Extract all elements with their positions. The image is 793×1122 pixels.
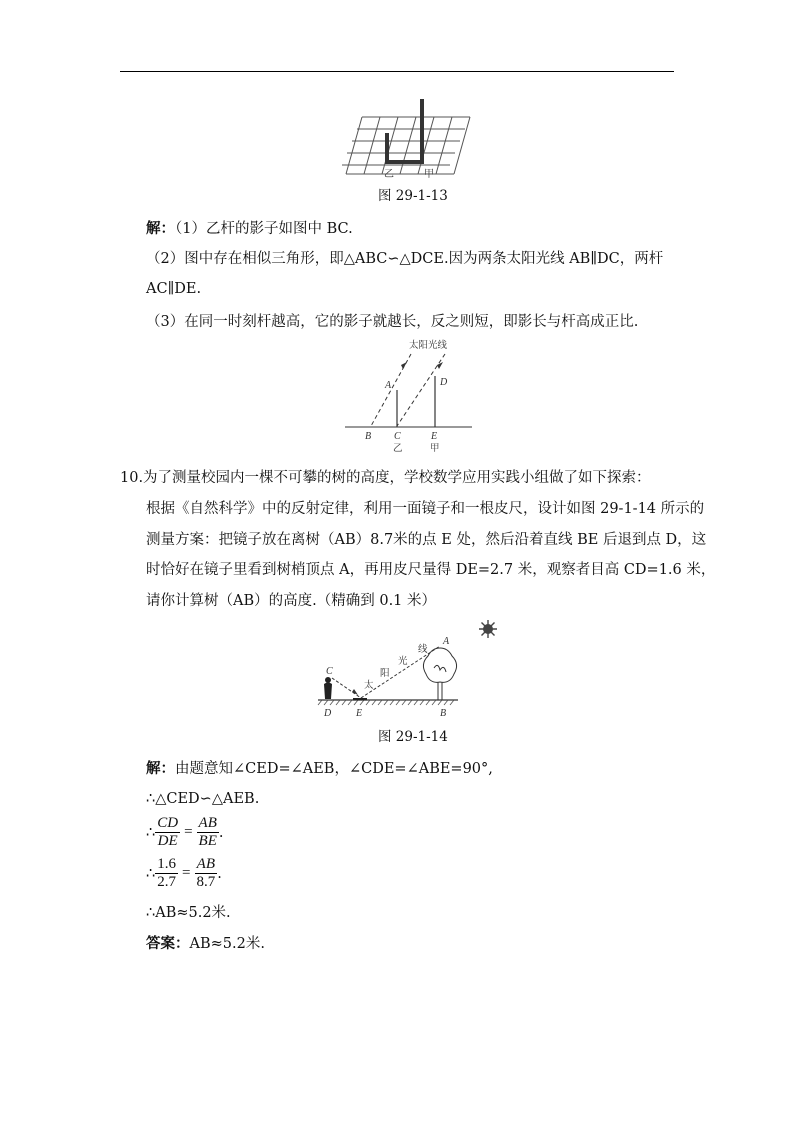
fig2-label-yi: 乙 bbox=[393, 443, 403, 454]
figure-caption-29-1-14: 图 29-1-14 bbox=[378, 729, 448, 745]
fig1-label-jia: 甲 bbox=[424, 169, 434, 180]
solution1-line1 bbox=[146, 219, 353, 239]
solution-lead: 解： bbox=[146, 220, 175, 237]
fig2-label-B: B bbox=[365, 431, 372, 442]
figure-29-1-14 bbox=[318, 618, 504, 722]
figure-29-1-13 bbox=[340, 95, 480, 180]
fig2-label-E: E bbox=[431, 431, 438, 442]
tree bbox=[423, 648, 456, 700]
fraction-equation-1 bbox=[146, 815, 223, 850]
figure-sun-rays bbox=[345, 338, 475, 456]
header-rule bbox=[120, 71, 674, 72]
observer-person bbox=[324, 677, 332, 699]
therefore-symbol-1: ∴ bbox=[146, 824, 156, 841]
fig3-label-D: D bbox=[324, 708, 332, 719]
fraction-equation-2 bbox=[146, 856, 222, 891]
fig2-label-A: A bbox=[385, 380, 392, 391]
solution1-line4: （3）在同一时刻杆越高，它的影子就越长，反之则短，即影长与杆高成正比. bbox=[146, 314, 639, 330]
solution1-line1-text: （1）乙杆的影子如图中 BC. bbox=[175, 221, 353, 237]
fraction-1.6-2.7 bbox=[155, 856, 178, 891]
fraction-den: DE bbox=[157, 833, 178, 849]
fraction-num: AB bbox=[196, 856, 215, 872]
answer-text: AB≈5.2米. bbox=[189, 936, 265, 952]
problem10-line2: 根据《自然科学》中的反射定律，利用一面镜子和一根皮尺，设计如图 29-1-14 所示的 bbox=[146, 501, 705, 517]
fraction-num: 1.6 bbox=[157, 856, 176, 872]
fraction-den: 8.7 bbox=[196, 874, 216, 890]
fig1-label-yi: 乙 bbox=[384, 169, 394, 180]
solution2-line1 bbox=[146, 759, 493, 779]
solution2-lead: 解： bbox=[146, 760, 175, 777]
problem10-line1: 10.为了测量校园内一棵不可攀的树的高度，学校数学应用实践小组做了如下探索： bbox=[120, 470, 651, 486]
fraction-num: AB bbox=[198, 815, 217, 831]
therefore-symbol-2: ∴ bbox=[146, 865, 156, 882]
equals-sign: = bbox=[181, 865, 191, 881]
solution1-line2: （2）图中存在相似三角形，即△ABC∽△DCE.因为两条太阳光线 AB∥DC，两杆 bbox=[146, 251, 664, 267]
problem10-line5: 请你计算树（AB）的高度.（精确到 0.1 米） bbox=[146, 593, 437, 609]
fraction-num: CD bbox=[157, 815, 179, 831]
problem10-line4: 时恰好在镜子里看到树梢顶点 A，再用皮尺量得 DE=2.7 米，观察者目高 CD=1.6 米， bbox=[146, 562, 716, 578]
fig3-label-C: C bbox=[326, 666, 333, 677]
fig2-label-D: D bbox=[440, 377, 448, 388]
figure-caption-29-1-13: 图 29-1-13 bbox=[378, 188, 448, 204]
fraction-ab-be bbox=[197, 815, 219, 850]
period: . bbox=[218, 824, 224, 841]
equals-sign: = bbox=[184, 824, 193, 840]
answer-lead: 答案： bbox=[146, 935, 190, 952]
period: . bbox=[217, 865, 222, 882]
fraction-ab-8.7 bbox=[194, 856, 217, 891]
solution2-line2: ∴△CED∽△AEB. bbox=[146, 791, 260, 807]
fig3-label-yang: 阳 bbox=[380, 668, 390, 679]
fig3-label-guang: 光 bbox=[398, 656, 408, 667]
fig2-label-jia: 甲 bbox=[430, 443, 440, 454]
fig3-label-tai: 太 bbox=[364, 680, 374, 691]
solution1-line3: AC∥DE. bbox=[146, 281, 202, 297]
fraction-den: 2.7 bbox=[157, 874, 176, 890]
fig2-title: 太阳光线 bbox=[409, 340, 448, 351]
fig3-label-A: A bbox=[443, 636, 450, 647]
fig3-label-B: B bbox=[440, 708, 447, 719]
fig2-label-C: C bbox=[394, 431, 401, 442]
solution2-result: ∴AB≈5.2米. bbox=[146, 905, 231, 921]
solution2-line1-text: 由题意知∠CED=∠AEB，∠CDE=∠ABE=90°, bbox=[175, 761, 493, 777]
fraction-cd-de bbox=[155, 815, 180, 850]
fig3-label-E: E bbox=[356, 708, 363, 719]
fig3-label-xian: 线 bbox=[418, 644, 428, 655]
answer-line bbox=[146, 934, 265, 954]
fraction-den: BE bbox=[198, 833, 217, 849]
problem10-line3: 测量方案：把镜子放在离树（AB）8.7米的点 E 处，然后沿着直线 BE 后退到点 D，这 bbox=[146, 532, 707, 548]
sun-icon bbox=[479, 620, 497, 638]
